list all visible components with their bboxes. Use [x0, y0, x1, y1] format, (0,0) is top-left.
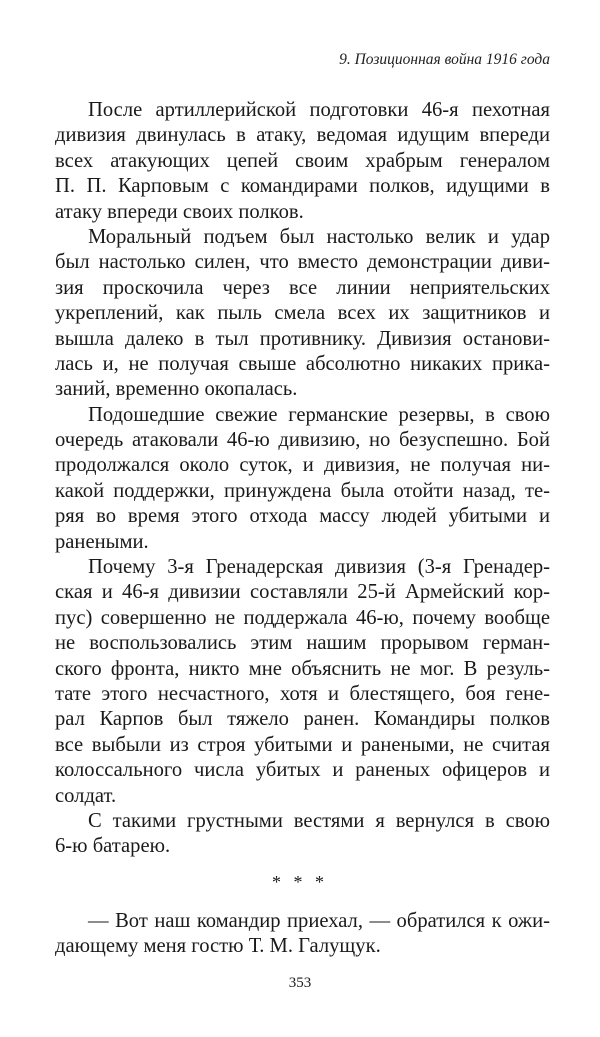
text-line: — Вот наш командир приехал, — обратился к ожи- — [88, 910, 550, 932]
text-line: все выбыли из строя убитыми и ранеными, не считая — [55, 733, 550, 756]
text-line: солдат. — [55, 784, 117, 807]
text-line: 6-ю батарею. — [55, 835, 171, 858]
running-header: 9. Позиционная война 1916 года — [339, 51, 550, 68]
text-line: рал Карпов был тяжело ранен. Командиры полков — [55, 708, 550, 731]
text-line: тате этого несчастного, хотя и блестящего, боя гене- — [55, 682, 550, 705]
text-line: всех атакующих цепей своим храбрым генералом — [55, 149, 550, 172]
text-line: очередь атаковали 46-ю дивизию, но безуспешно. Бой — [55, 429, 550, 452]
text-line: заний, временно окопалась. — [55, 378, 298, 401]
text-line: П. П. Карповым с командирами полков, идущими в — [55, 175, 550, 198]
text-line: укреплений, как пыль смела всех их защитников и — [55, 302, 550, 325]
paragraph — [55, 225, 550, 403]
text-line: ская и 46-я дивизии составляли 25-й Армейский кор- — [55, 581, 550, 604]
text-line: Моральный подъем был настолько велик и удар — [88, 225, 550, 248]
text-line: продолжался около суток, и дивизия, не получая ни- — [55, 454, 550, 477]
text-line: не воспользовались этим нашим прорывом герман- — [55, 632, 550, 655]
text-line: лась и, не получая свыше абсолютно никаких прика- — [55, 352, 550, 375]
text-line: какой поддержки, принуждена была отойти назад, те- — [55, 479, 550, 502]
text-line: вышла далеко в тыл противнику. Дивизия останови- — [55, 327, 550, 350]
text-line: зия проскочила через все линии неприятельских — [55, 276, 550, 299]
section-separator: * * * — [272, 872, 328, 892]
paragraph — [55, 809, 550, 860]
text-line: атаку впереди своих полков. — [55, 200, 304, 223]
paragraph — [55, 98, 550, 225]
text-line: был настолько силен, что вместо демонстрации диви- — [55, 251, 550, 274]
text-line: пус) совершенно не поддержала 46-ю, почему вообще — [55, 606, 550, 629]
paragraph — [55, 403, 550, 555]
text-line: После артиллерийской подготовки 46-я пехотная — [88, 99, 550, 121]
body-text-after-separator — [55, 909, 550, 960]
text-line: С такими грустными вестями я вернулся в свою — [88, 809, 550, 832]
text-line: дивизия двинулась в атаку, ведомая идущим впереди — [55, 124, 550, 147]
body-text — [55, 98, 550, 860]
page-number: 353 — [288, 975, 312, 991]
text-line: ряя во время этого отхода массу людей убитыми и — [55, 505, 550, 528]
text-line: дающему меня гостю Т. М. Галущук. — [55, 935, 381, 958]
text-line: колоссального числа убитых и раненых офицеров и — [55, 759, 550, 782]
text-line: ранеными. — [55, 530, 149, 553]
text-line: Почему 3-я Гренадерская дивизия (3-я Гренадер- — [88, 556, 550, 579]
text-line: Подошедшие свежие германские резервы, в свою — [88, 403, 550, 426]
paragraph — [55, 909, 550, 960]
paragraph — [55, 555, 550, 809]
text-line: ского фронта, никто мне объяснить не мог. В резуль- — [55, 657, 550, 680]
